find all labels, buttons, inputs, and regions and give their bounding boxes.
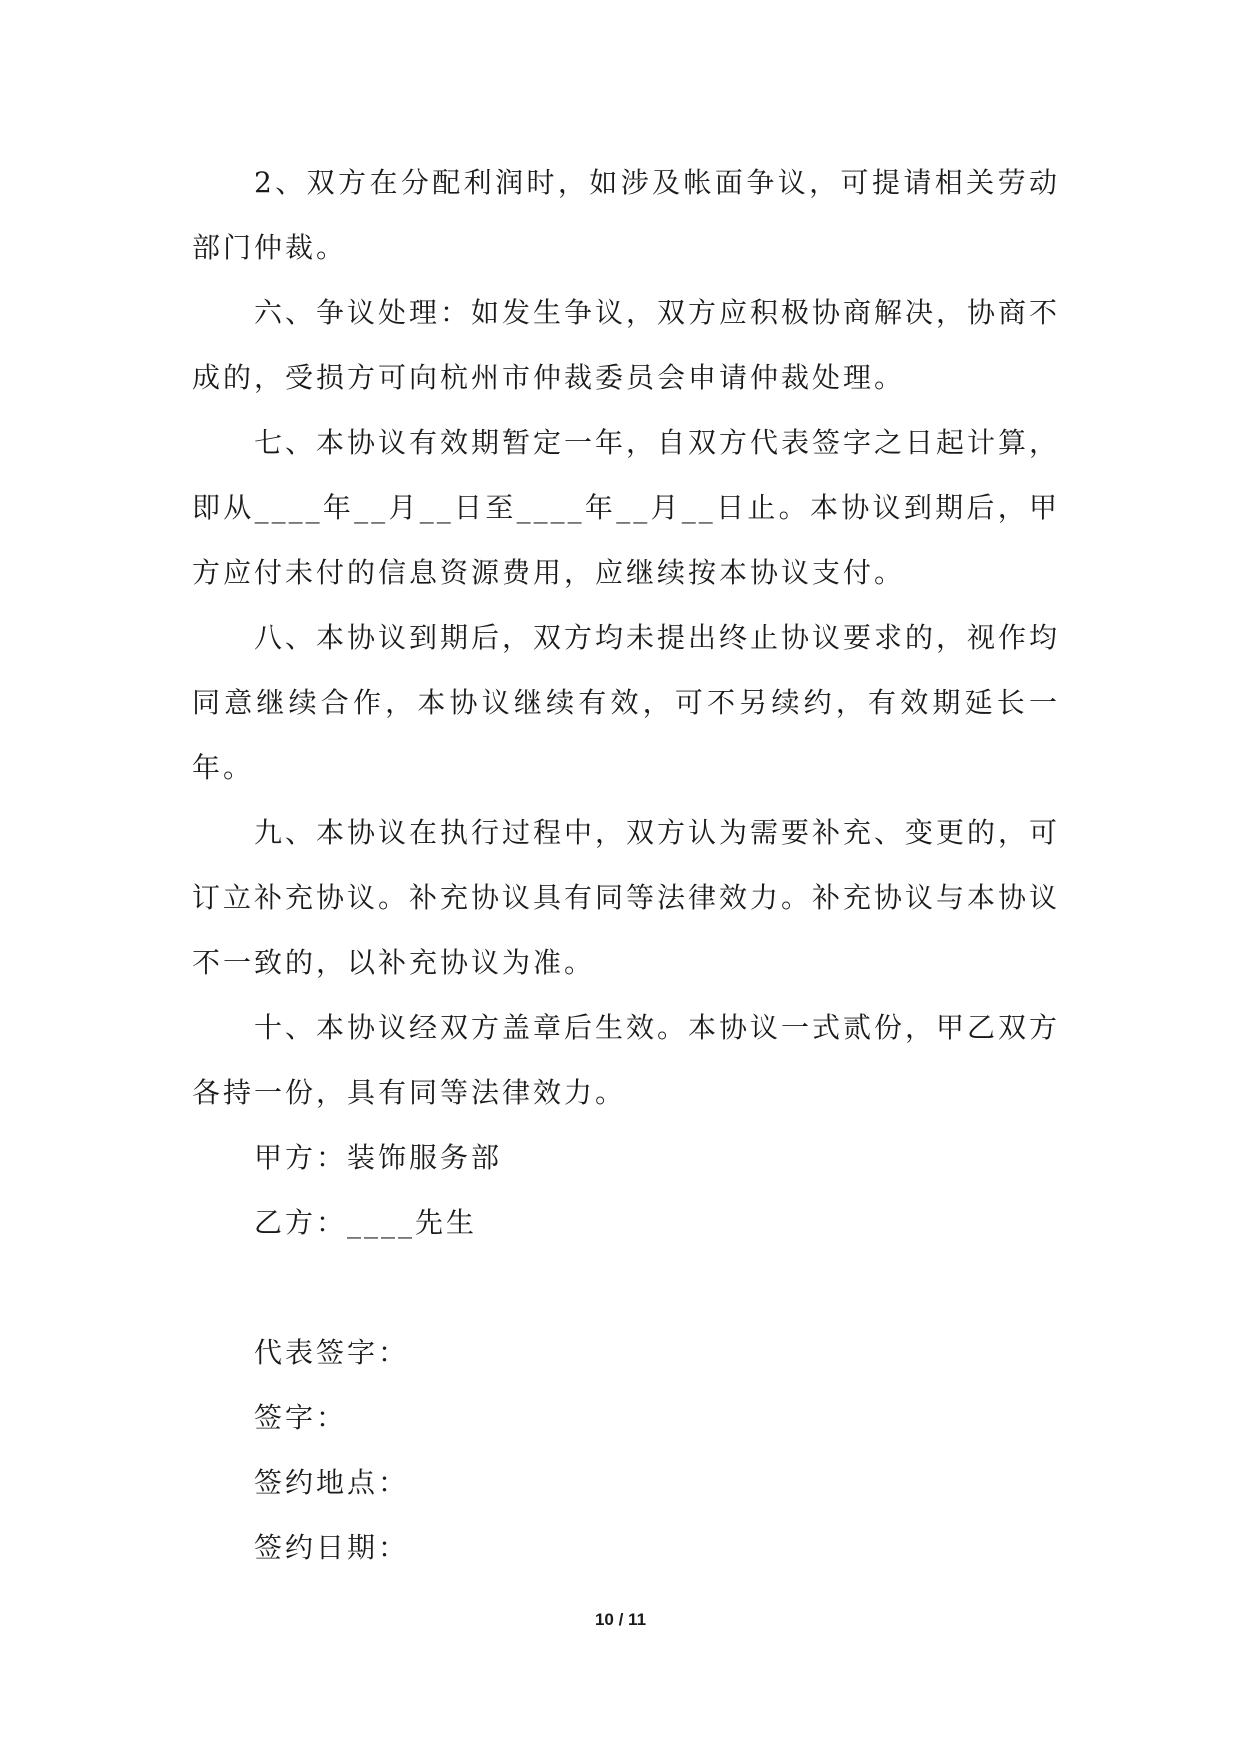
party-a-line: 甲方：装饰服务部 [254,1141,503,1174]
page-number: 10 / 11 [594,1610,647,1629]
clause-auto-renewal: 八、本协议到期后，双方均未提出终止协议要求的，视作均同意继续合作，本协议继续有效，可不另续约，有效期延长一年。 [192,621,1061,784]
spacer [192,1255,1060,1320]
representative-signature-line: 代表签字： [254,1336,410,1369]
signature-line: 签字： [254,1401,348,1434]
clause-dispute-resolution: 六、争议处理：如发生争议，双方应积极协商解决，协商不成的，受损方可向杭州市仲裁委员会申请仲裁处理。 [192,296,1061,394]
clause-profit-dispute: 2、双方在分配利润时，如涉及帐面争议，可提请相关劳动部门仲裁。 [192,166,1060,264]
party-b-line: 乙方：____先生 [254,1206,478,1239]
clause-validity-period: 七、本协议有效期暂定一年，自双方代表签字之日起计算，即从____年__月__日至____年__月__日止。本协议到期后，甲方应付未付的信息资源费用，应继续按本协议支付。 [192,426,1061,589]
signing-date-line: 签约日期： [254,1531,410,1564]
signing-location-line: 签约地点： [254,1466,410,1499]
clause-supplementary-agreement: 九、本协议在执行过程中，双方认为需要补充、变更的，可订立补充协议。补充协议具有同等法律效力。补充协议与本协议不一致的，以补充协议为准。 [192,816,1061,979]
clause-effectiveness: 十、本协议经双方盖章后生效。本协议一式贰份，甲乙双方各持一份，具有同等法律效力。 [192,1011,1061,1109]
document-body [192,150,1060,1580]
